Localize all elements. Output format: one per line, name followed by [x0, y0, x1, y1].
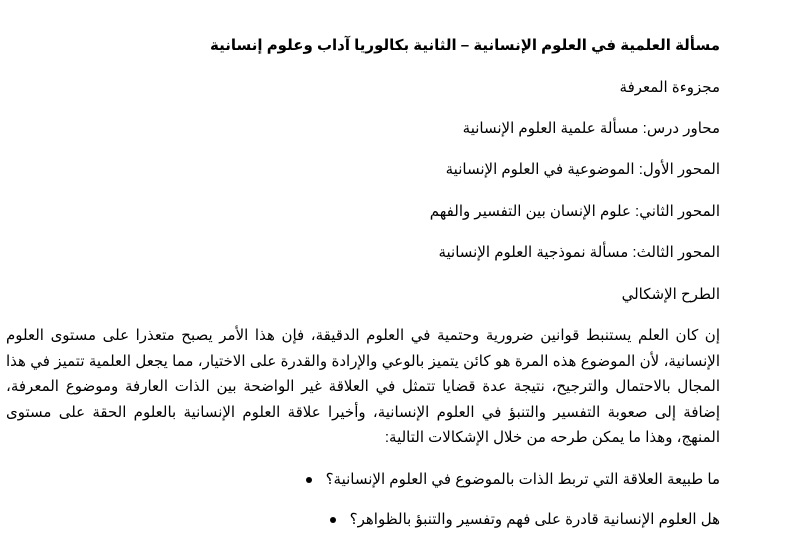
question-item	[10, 510, 720, 550]
bullet-icon	[306, 477, 312, 483]
module-name: مجزوءة المعرفة	[619, 79, 720, 96]
bullet-icon	[330, 517, 336, 523]
question-item	[10, 470, 720, 510]
question-text: هل العلوم الإنسانية قادرة على فهم وتفسير والتنبؤ بالظواهر؟	[349, 511, 720, 528]
axis-3: المحور الثالث: مسألة نموذجية العلوم الإنسانية	[438, 244, 720, 261]
lesson-axes-heading: محاور درس: مسألة علمية العلوم الإنسانية	[462, 120, 720, 137]
document-title: مسألة العلمية في العلوم الإنسانية – الثانية بكالوريا آداب وعلوم إنسانية	[210, 37, 720, 54]
axis-1: المحور الأول: الموضوعية في العلوم الإنسانية	[445, 161, 720, 178]
problem-heading: الطرح الإشكالي	[621, 286, 720, 303]
problem-paragraph: إن كان العلم يستنبط قوانين ضرورية وحتمية في العلوم الدقيقة، فإن هذا الأمر يصبح متعذرا على مستوى العلوم الإنسانية، لأن الموضوع هذه المرة هو كائن يتميز بالوعي والإرادة والقدرة على الاختيار، مما يجعل العلمية تتميز في هذا المجال بالاحتمال والترجيح، نتيجة عدة قضايا تتمثل في العلاقة غير الواضحة بين الذات العارفة وموضوع المعرفة، إضافة إلى صعوبة التفسير والتنبؤ في العلوم الإنسانية، وأخيرا علاقة العلوم الإنسانية بالعلوم الحقة على مستوى المنهج، وهذا ما يمكن طرحه من خلال الإشكالات التالية:	[6, 327, 720, 446]
axis-2: المحور الثاني: علوم الإنسان بين التفسير والفهم	[429, 203, 720, 220]
questions-list	[10, 470, 720, 550]
question-text: ما طبيعة العلاقة التي تربط الذات بالموضوع في العلوم الإنسانية؟	[325, 471, 720, 488]
